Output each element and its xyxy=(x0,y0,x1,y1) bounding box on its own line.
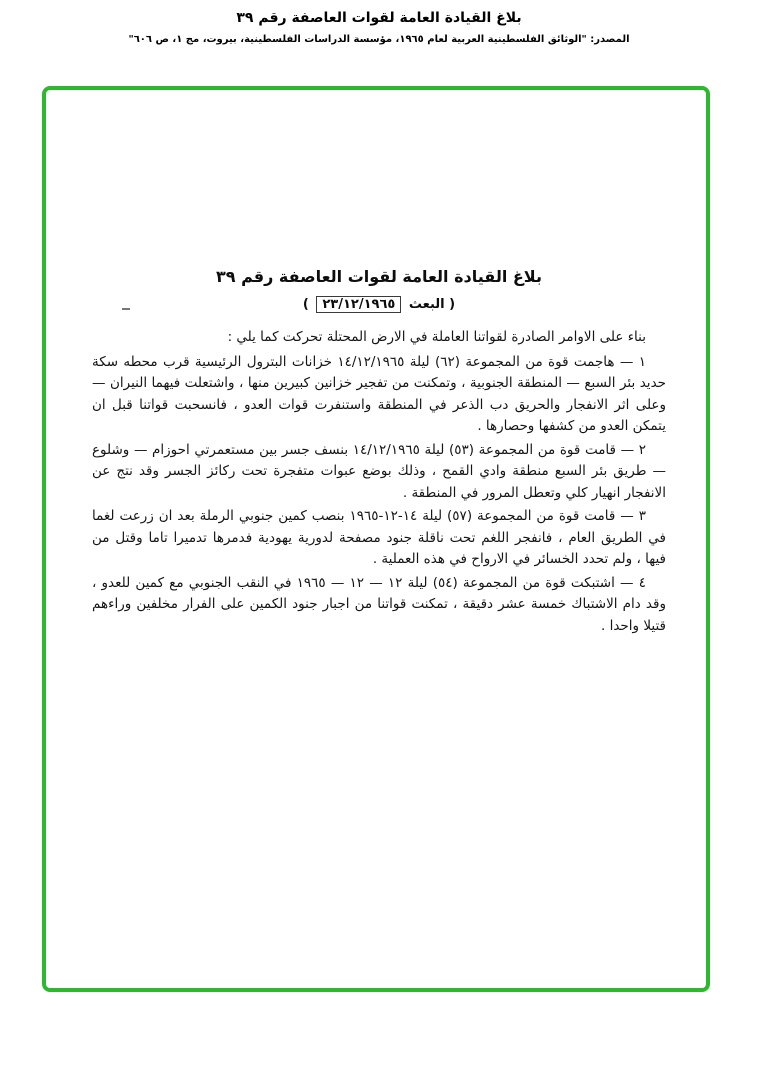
intro-paragraph: بناء على الاوامر الصادرة لقواتنا العاملة في الارض المحتلة تحركت كما يلي : xyxy=(227,329,646,345)
broadcast-date-line xyxy=(92,296,666,313)
body-paragraph-1: ١ — هاجمت قوة من المجموعة (٦٢) ليلة ١٤/١٢/١٩٦٥ خزانات البترول الرئيسية قرب محطه سكة حديد بئر السبع — المنطقة الجنوبية ، وتمكنت من تفجير خزانين كبيرين منها ، واشتعلت فيهما النيران — وعلى اثر الانفجار والحريق دب الذعر في المنطقة واستنفرت قوات العدو ، فانسحبت قواتنا قبل ان يتمكن العدو من كشفها وحصارها . xyxy=(92,353,666,434)
broadcast-date-suffix: ) xyxy=(302,297,309,312)
document-body xyxy=(46,90,706,637)
page-header xyxy=(0,0,758,47)
broadcast-date-value: ٢٣/١٢/١٩٦٥ xyxy=(316,296,401,313)
scanned-document-frame xyxy=(42,86,710,992)
body-paragraph-4: ٤ — اشتبكت قوة من المجموعة (٥٤) ليلة ١٢ — ١٢ — ١٩٦٥ في النقب الجنوبي مع كمين للعدو ، وقد دام الاشتباك خمسة عشر دقيقة ، تمكنت قواتنا من اجبار جنود الكمين على الفرار مخلفين وراءهم قتيلا واحدا . xyxy=(92,574,666,634)
source-citation: المصدر: "الوثائق الفلسطينية العربية لعام ١٩٦٥، مؤسسة الدراسات الفلسطينية، بيروت، مج ١، ص ٦٠٦" xyxy=(128,34,630,45)
page-title: بلاغ القيادة العامة لقوات العاصفة رقم ٣٩ xyxy=(236,10,522,26)
body-paragraph-2: ٢ — قامت قوة من المجموعة (٥٣) ليلة ١٤/١٢/١٩٦٥ بنسف جسر بين مستعمرتي احوزام — وشلوع — طريق بئر السبع منطقة وادي القمح ، وذلك بوضع عبوات متفجرة تحت ركائز الجسر وقد نتج عن الانفجار انهيار كلي وتعطل المرور في المنطقة . xyxy=(92,441,666,501)
scan-artifact xyxy=(122,308,130,310)
broadcast-date-prefix: ( البعث xyxy=(408,297,456,312)
document-title: بلاغ القيادة العامة لقوات العاصفة رقم ٣٩ xyxy=(216,267,542,286)
body-paragraph-3: ٣ — قامت قوة من المجموعة (٥٧) ليلة ١٤-١٢-١٩٦٥ بنصب كمين جنوبي الرملة بعد ان زرعت لغما في الطريق العام ، فانفجر اللغم تحت ناقلة جنود مصفحة لدورية يهودية فدمرها تدميرا تاما وقتل من فيها ، ولم تحدد الخسائر في الارواح في هذه العملية . xyxy=(92,508,666,567)
